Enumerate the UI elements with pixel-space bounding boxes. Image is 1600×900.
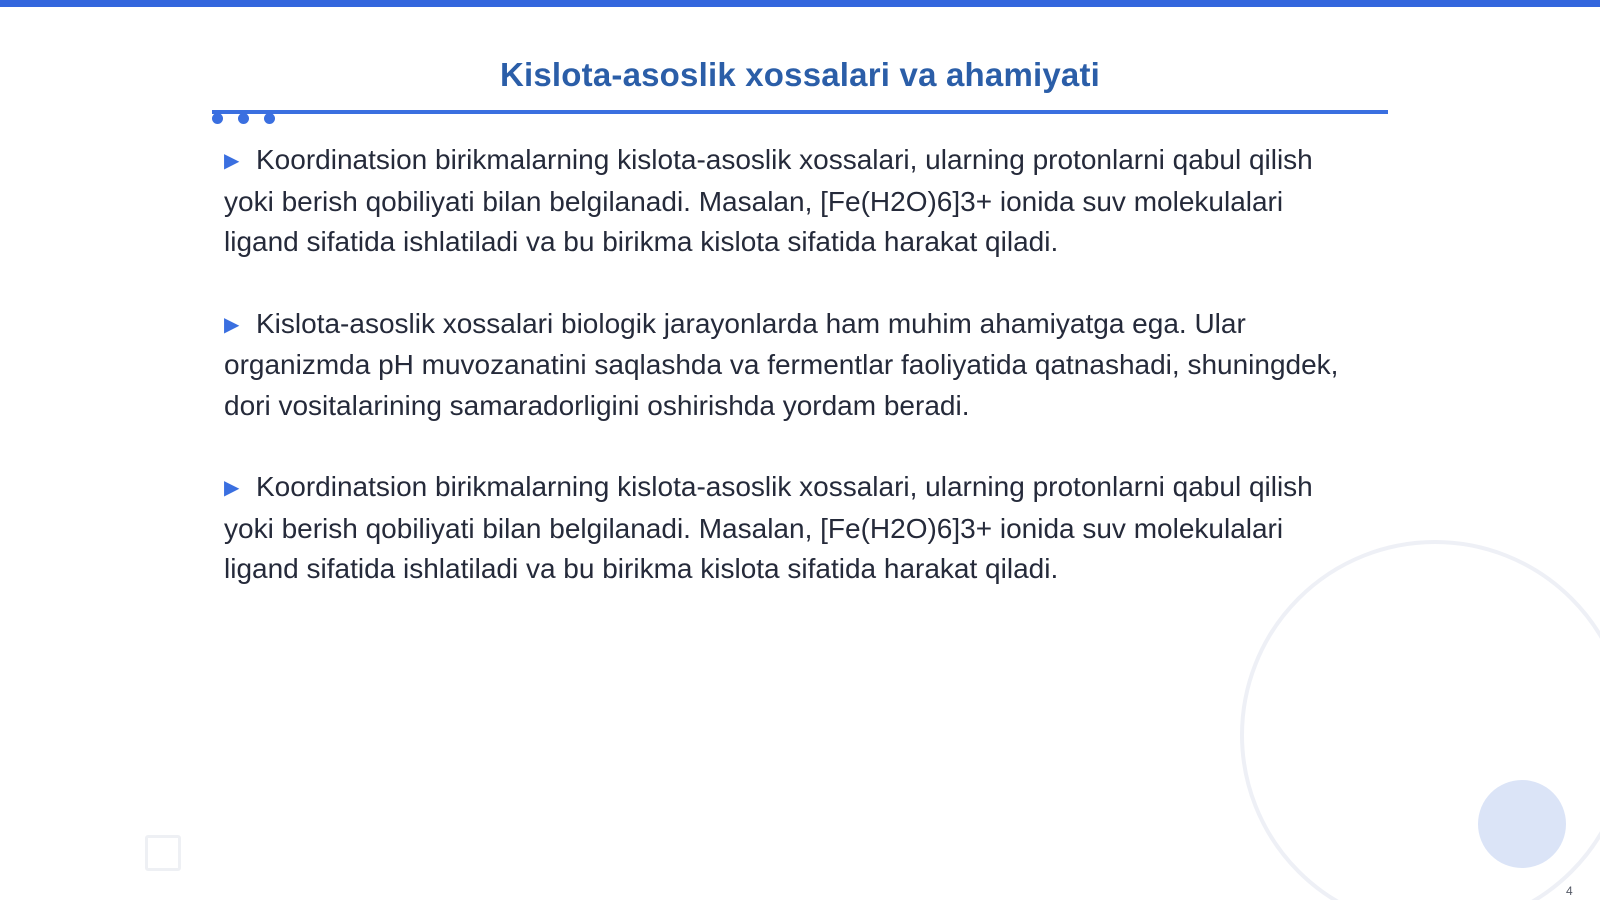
slide-title: Kislota-asoslik xossalari va ahamiyati [499,56,1101,93]
decorative-circle [1478,780,1566,868]
top-accent-bar [0,0,1600,7]
bullet-paragraph [224,467,1364,590]
bullet-paragraph [224,304,1364,427]
page-number: 4 [1566,884,1573,898]
bullet-paragraph [224,140,1364,263]
decorative-dot [238,113,249,124]
slide-body [224,140,1364,631]
decorative-dot [212,113,223,124]
title-underline [212,110,1388,114]
decorative-square [145,835,181,871]
play-triangle-icon: ▶ [224,313,240,336]
play-triangle-icon: ▶ [224,477,240,499]
paragraph-text: Kislota-asoslik xossalari biologik jarayonlarda ham muhim ahamiyatga ega. Ular organizmda pH muvozanatini saqlashda va fermentlar faoliyatida qatnashadi, shuningdek, dori vositalarining samaradorligini oshirishda yordam beradi. [224,307,1339,421]
paragraph-text: Koordinatsion birikmalarning kislota-asoslik xossalari, ularning protonlarni qabul qilish yoki berish qobiliyati bilan belgilanadi. Masalan, [Fe(H2O)6]3+ ionida suv molekulalari ligand sifatida ishlatiladi va bu birikma kislota sifatida harakat qiladi. [224,471,1313,584]
decorative-dot [264,113,275,124]
play-triangle-icon: ▶ [224,150,240,172]
paragraph-text: Koordinatsion birikmalarning kislota-asoslik xossalari, ularning protonlarni qabul qilish yoki berish qobiliyati bilan belgilanadi. Masalan, [Fe(H2O)6]3+ ionida suv molekulalari ligand sifatida ishlatiladi va bu birikma kislota sifatida harakat qiladi. [224,144,1313,257]
